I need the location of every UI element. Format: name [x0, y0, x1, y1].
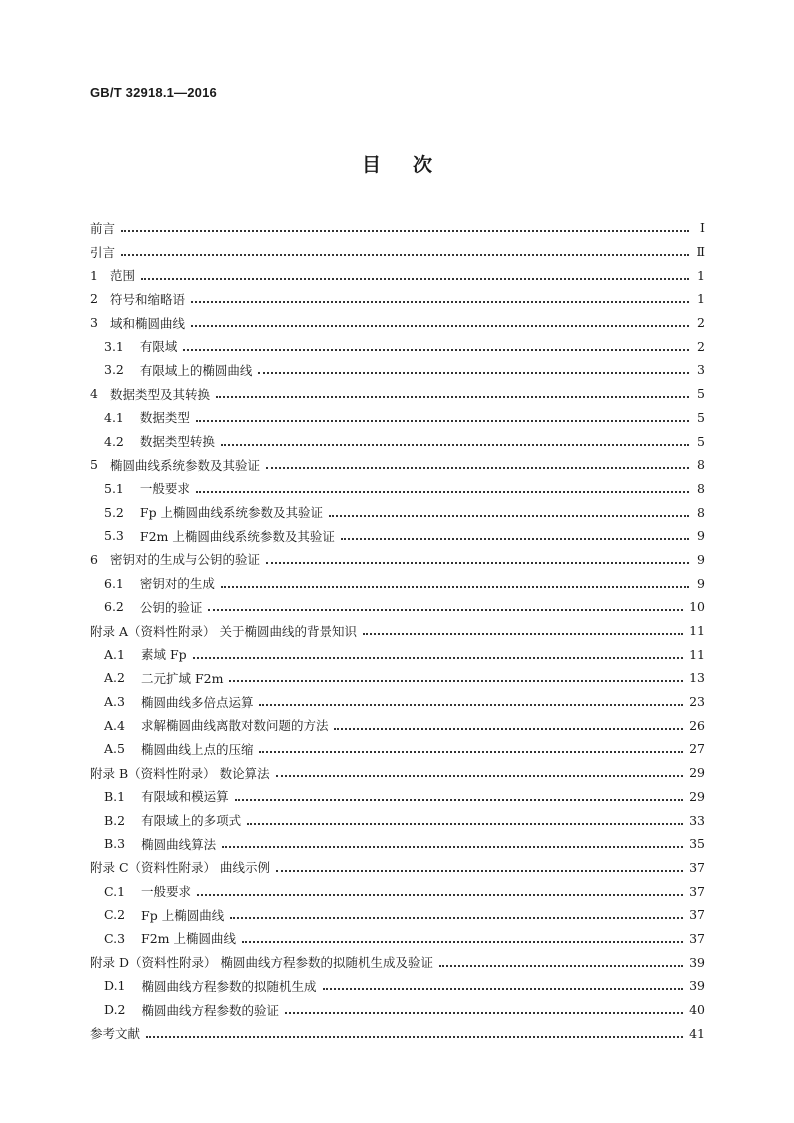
toc-leader-dots: [266, 466, 689, 469]
toc-entry-number: A.4: [104, 717, 125, 733]
toc-entry-page: 9: [697, 575, 705, 591]
toc-entry[interactable]: [90, 974, 705, 998]
toc-entry[interactable]: [90, 500, 705, 524]
toc-entry-label: 数据类型: [139, 410, 190, 426]
toc-entry[interactable]: [90, 548, 705, 572]
toc-entry[interactable]: [90, 761, 705, 785]
toc-leader-dots: [259, 750, 683, 753]
toc-entry-label: 椭圆曲线多倍点运算: [140, 694, 254, 710]
toc-entry-label: 一般要求: [139, 481, 190, 497]
toc-leader-dots: [258, 371, 689, 374]
toc-entry-page: 9: [697, 528, 705, 544]
toc-entry-number: C.1: [104, 883, 126, 899]
toc-entry-page: 1: [697, 267, 705, 283]
toc-entry-page: 8: [697, 504, 705, 520]
toc-entry[interactable]: [90, 808, 705, 832]
toc-entry-number: C.2: [104, 907, 126, 923]
toc-entry-label: 椭圆曲线上点的压缩: [140, 741, 254, 757]
standard-number: GB/T 32918.1—2016: [90, 85, 217, 100]
toc-entry-number: 1: [90, 267, 98, 283]
toc-entry[interactable]: [90, 263, 705, 287]
toc-entry-label: 椭圆曲线方程参数的拟随机生成: [141, 978, 317, 994]
toc-entry-label: 椭圆曲线系统参数及其验证: [109, 457, 260, 473]
toc-entry-label: 椭圆曲线方程参数的验证: [141, 1002, 280, 1018]
toc-entry-page: 5: [697, 409, 705, 425]
toc-entry[interactable]: [90, 453, 705, 477]
toc-entry-label: 附录 B（资料性附录） 数论算法: [90, 765, 270, 781]
toc-leader-dots: [341, 537, 689, 540]
toc-entry-page: 33: [689, 812, 705, 828]
toc-entry-label: 二元扩域 F2m: [140, 670, 224, 686]
toc-leader-dots: [191, 324, 689, 327]
toc-leader-dots: [221, 443, 689, 446]
toc-entry-number: B.1: [104, 788, 126, 804]
toc-leader-dots: [334, 727, 683, 730]
toc-entry[interactable]: [90, 998, 705, 1022]
toc-entry-page: 37: [689, 907, 705, 923]
toc-entry-label: 域和椭圆曲线: [109, 315, 185, 331]
toc-leader-dots: [216, 395, 689, 398]
toc-entry[interactable]: [90, 571, 705, 595]
toc-entry[interactable]: [90, 690, 705, 714]
toc-entry-label: 一般要求: [141, 884, 192, 900]
toc-entry-page: 10: [689, 599, 705, 615]
toc-entry[interactable]: [90, 619, 705, 643]
toc-entry-page: 39: [689, 954, 705, 970]
toc-entry[interactable]: [90, 832, 705, 856]
toc-leader-dots: [285, 1011, 683, 1014]
toc-leader-dots: [230, 916, 683, 919]
toc-leader-dots: [208, 608, 683, 611]
toc-leader-dots: [121, 229, 689, 232]
toc-entry[interactable]: [90, 950, 705, 974]
toc-entry-page: 5: [697, 386, 705, 402]
toc-leader-dots: [266, 561, 689, 564]
toc-entry-label: 数据类型转换: [139, 434, 215, 450]
toc-entry-page: 23: [689, 694, 705, 710]
toc-entry[interactable]: [90, 856, 705, 880]
toc-leader-dots: [235, 798, 683, 801]
toc-entry-label: 附录 D（资料性附录） 椭圆曲线方程参数的拟随机生成及验证: [90, 955, 433, 971]
toc-entry[interactable]: [90, 927, 705, 951]
toc-entry-number: 5.3: [104, 528, 124, 544]
toc-entry-page: 39: [689, 978, 705, 994]
toc-entry[interactable]: [90, 477, 705, 501]
toc-entry-page: 37: [689, 930, 705, 946]
toc-entry-label: 引言: [90, 244, 116, 260]
toc-entry-label: 符号和缩略语: [109, 291, 185, 307]
toc-entry[interactable]: [90, 334, 705, 358]
toc-entry-number: C.3: [104, 930, 126, 946]
toc-entry-page: 37: [689, 883, 705, 899]
toc-entry[interactable]: [90, 429, 705, 453]
toc-entry-number: D.1: [104, 978, 126, 994]
toc-entry[interactable]: [90, 524, 705, 548]
toc-entry-number: A.1: [104, 646, 125, 662]
toc-entry-page: 2: [697, 338, 705, 354]
toc-entry[interactable]: [90, 879, 705, 903]
toc-entry-number: A.5: [104, 741, 125, 757]
toc-entry-label: 参考文献: [90, 1026, 141, 1042]
toc-leader-dots: [222, 845, 683, 848]
toc-entry-label: 数据类型及其转换: [109, 386, 210, 402]
toc-entry[interactable]: [90, 406, 705, 430]
toc-entry-number: 6.2: [104, 599, 124, 615]
toc-entry[interactable]: [90, 287, 705, 311]
toc-entry-page: 3: [697, 362, 705, 378]
toc-entry[interactable]: [90, 358, 705, 382]
toc-entry-number: 2: [90, 291, 98, 307]
toc-entry-label: Fp 上椭圆曲线: [141, 907, 225, 923]
toc-entry-number: A.2: [104, 670, 125, 686]
toc-entry-label: 附录 C（资料性附录） 曲线示例: [90, 860, 271, 876]
toc-leader-dots: [247, 822, 683, 825]
toc-entry-label: 椭圆曲线算法: [141, 836, 217, 852]
toc-leader-dots: [329, 514, 689, 517]
toc-entry-label: 素域 Fp: [140, 647, 187, 663]
toc-entry-page: 11: [689, 646, 705, 662]
toc-entry-page: 1: [697, 291, 705, 307]
toc-entry-page: 8: [697, 480, 705, 496]
toc-entry-page: 2: [697, 315, 705, 331]
toc-entry-label: 公钥的验证: [139, 599, 203, 615]
toc-entry-label: 求解椭圆曲线离散对数问题的方法: [140, 718, 329, 734]
toc-entry-label: 有限域和模运算: [141, 789, 229, 805]
toc-leader-dots: [276, 774, 683, 777]
toc-entry[interactable]: [90, 382, 705, 406]
toc-entry-number: 5.2: [104, 504, 124, 520]
toc-entry-page: 27: [689, 741, 705, 757]
toc-entry-label: 范围: [109, 268, 135, 284]
table-of-contents: [90, 216, 705, 1045]
toc-leader-dots: [259, 703, 683, 706]
toc-entry-page: 37: [689, 859, 705, 875]
toc-leader-dots: [141, 277, 689, 280]
toc-leader-dots: [191, 300, 689, 303]
toc-entry-number: 3.1: [104, 338, 124, 354]
toc-entry-page: 8: [697, 457, 705, 473]
toc-entry-page: 29: [689, 765, 705, 781]
toc-leader-dots: [146, 1035, 683, 1038]
toc-leader-dots: [197, 893, 683, 896]
toc-entry[interactable]: [90, 311, 705, 335]
toc-leader-dots: [193, 656, 683, 659]
page-title: 目次: [361, 154, 464, 176]
toc-entry-number: 3.2: [104, 362, 124, 378]
toc-entry-number: 5: [90, 457, 98, 473]
toc-entry-number: B.2: [104, 812, 126, 828]
toc-entry-page: 11: [689, 623, 705, 639]
toc-leader-dots: [439, 964, 683, 967]
toc-leader-dots: [183, 348, 689, 351]
toc-entry-label: Fp 上椭圆曲线系统参数及其验证: [139, 505, 324, 521]
toc-entry-page: 5: [697, 433, 705, 449]
toc-entry-number: B.3: [104, 836, 126, 852]
toc-entry[interactable]: [90, 240, 705, 264]
toc-entry-label: 有限域: [139, 339, 178, 355]
toc-entry-number: D.2: [104, 1002, 126, 1018]
toc-entry[interactable]: [90, 666, 705, 690]
toc-entry[interactable]: [90, 903, 705, 927]
toc-entry-page: 29: [689, 788, 705, 804]
toc-entry-page: 9: [697, 551, 705, 567]
toc-entry-page: 26: [689, 717, 705, 733]
toc-entry-label: 前言: [90, 220, 116, 236]
toc-entry-number: 4: [90, 386, 98, 402]
toc-entry-label: F2m 上椭圆曲线: [141, 931, 236, 947]
toc-entry-page: 13: [689, 670, 705, 686]
toc-leader-dots: [363, 632, 683, 635]
toc-entry-page: Ⅱ: [696, 244, 705, 260]
toc-entry-label: 密钥对的生成与公钥的验证: [109, 552, 260, 568]
toc-entry-page: 35: [689, 836, 705, 852]
toc-leader-dots: [196, 419, 689, 422]
toc-entry-number: 5.1: [104, 480, 124, 496]
toc-entry-label: 附录 A（资料性附录） 关于椭圆曲线的背景知识: [90, 623, 357, 639]
toc-entry[interactable]: [90, 216, 705, 240]
toc-entry-label: 有限域上的多项式: [141, 813, 242, 829]
toc-entry-number: 4.1: [104, 409, 124, 425]
toc-leader-dots: [196, 490, 689, 493]
toc-entry[interactable]: [90, 1021, 705, 1045]
toc-leader-dots: [323, 987, 684, 990]
toc-leader-dots: [121, 253, 689, 256]
toc-entry-number: 3: [90, 315, 98, 331]
toc-entry[interactable]: [90, 713, 705, 737]
toc-entry-number: 4.2: [104, 433, 124, 449]
toc-entry[interactable]: [90, 642, 705, 666]
toc-entry-label: F2m 上椭圆曲线系统参数及其验证: [139, 528, 335, 544]
toc-entry-label: 有限域上的椭圆曲线: [139, 362, 253, 378]
toc-leader-dots: [229, 679, 683, 682]
toc-entry-number: 6: [90, 551, 98, 567]
toc-entry-label: 密钥对的生成: [139, 576, 215, 592]
toc-entry[interactable]: [90, 595, 705, 619]
toc-entry-page: Ⅰ: [700, 220, 705, 236]
toc-entry[interactable]: [90, 737, 705, 761]
toc-leader-dots: [276, 869, 683, 872]
toc-entry-page: 40: [689, 1002, 705, 1018]
toc-entry-page: 41: [689, 1025, 705, 1041]
toc-entry[interactable]: [90, 785, 705, 809]
toc-entry-number: A.3: [104, 694, 125, 710]
toc-leader-dots: [242, 940, 683, 943]
toc-entry-number: 6.1: [104, 575, 124, 591]
toc-leader-dots: [221, 585, 689, 588]
